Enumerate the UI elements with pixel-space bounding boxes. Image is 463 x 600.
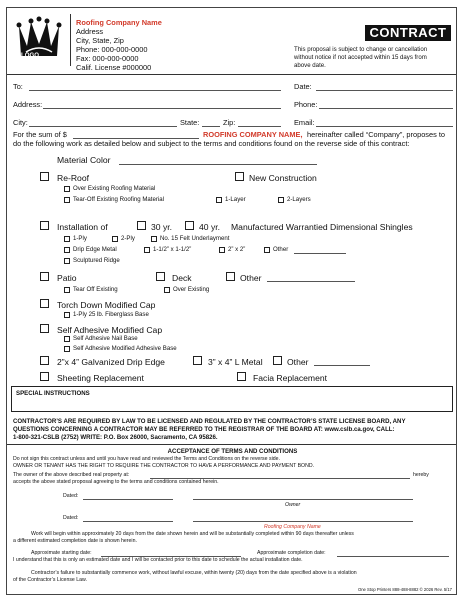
company-name: Roofing Company Name: [76, 18, 162, 27]
ply2-checkbox[interactable]: [112, 236, 118, 242]
facia-label: Facia Replacement: [253, 373, 328, 383]
facia-checkbox[interactable]: [237, 372, 246, 381]
material-color-field[interactable]: [119, 164, 317, 165]
contract-title: CONTRACT: [365, 25, 451, 41]
hereby-label: hereby: [413, 472, 429, 478]
self-mod-base-label: Self Adhesive Modified Adhesive Base: [73, 345, 177, 352]
special-instructions-label: SPECIAL INSTRUCTIONS: [16, 390, 90, 397]
ply1-checkbox[interactable]: [64, 236, 70, 242]
self-nail-checkbox[interactable]: [64, 336, 70, 342]
ply2-label: 2-Ply: [121, 235, 135, 242]
self-nail-label: Self Adhesive Nail Base: [73, 335, 138, 342]
other2-field[interactable]: [267, 281, 355, 282]
dated-field-2[interactable]: [83, 521, 173, 522]
l-metal-checkbox[interactable]: [193, 356, 202, 365]
size-b-label: 2” x 2”: [228, 246, 246, 253]
yr40-checkbox[interactable]: [185, 221, 194, 230]
sum-company: ROOFING COMPANY NAME,: [203, 130, 303, 139]
patio-label: Patio: [57, 273, 77, 283]
state-label: State:: [180, 118, 200, 127]
phone-label: Phone:: [294, 100, 318, 109]
acceptance-line-1: Do not sign this contract unless and until you have read and reviewed the Terms and Conditions on the reverse side.: [13, 456, 280, 462]
new-construction-checkbox[interactable]: [235, 172, 244, 181]
header-rule: [7, 74, 456, 75]
other-checkbox[interactable]: [264, 247, 270, 253]
contract-page: [6, 7, 457, 595]
torch-down-label: Torch Down Modified Cap: [57, 300, 156, 310]
dated-label-2: Dated:: [63, 515, 79, 521]
installation-label: Installation of: [57, 222, 108, 232]
sculptured-label: Sculptured Ridge: [73, 257, 120, 264]
phone-field[interactable]: [319, 108, 453, 109]
proposal-note-1: This proposal is subject to change or cancellation: [294, 46, 428, 53]
completion-date-field[interactable]: [337, 556, 449, 557]
start-date-label: Approximate starting date:: [31, 550, 92, 556]
company-license: Calif. License #000000: [76, 63, 152, 72]
material-color-label: Material Color: [57, 155, 111, 165]
tear-off-existing-label: Tear Off Existing: [73, 286, 118, 293]
other3-checkbox[interactable]: [273, 356, 282, 365]
installation-checkbox[interactable]: [40, 221, 49, 230]
sculptured-checkbox[interactable]: [64, 258, 70, 264]
acceptance-rule: [7, 444, 456, 445]
company-signature-field[interactable]: [193, 521, 413, 522]
over-existing-label: Over Existing Roofing Material: [73, 185, 156, 192]
company-fax: Fax: 000-000-0000: [76, 54, 139, 63]
reroof-label: Re-Roof: [57, 173, 89, 183]
city-field[interactable]: [29, 126, 177, 127]
size-a-checkbox[interactable]: [144, 247, 150, 253]
l-metal-label: 3” x 4” L Metal: [208, 357, 263, 367]
size-b-checkbox[interactable]: [219, 247, 225, 253]
deck-label: Deck: [172, 273, 192, 283]
date-label: Date:: [294, 82, 312, 91]
other3-label: Other: [287, 357, 309, 367]
sum-suffix: hereinafter called “Company”, proposes to: [307, 130, 446, 139]
to-field[interactable]: [29, 90, 281, 91]
failure-line-1: Contractor’s failure to substantially commence work, without lawful excuse, within twenty (20) days from the date specified above is a violation: [31, 570, 357, 576]
sum-prefix: For the sum of $: [13, 130, 67, 139]
patio-checkbox[interactable]: [40, 272, 49, 281]
two-layers-label: 2-Layers: [287, 196, 311, 203]
sheeting-label: Sheeting Replacement: [57, 373, 144, 383]
sheeting-checkbox[interactable]: [40, 372, 49, 381]
printer-footer: One Stop Printers 888-488-8882 © 2026 Rev. 5/17: [357, 587, 452, 592]
self-adhesive-cap-checkbox[interactable]: [40, 324, 49, 333]
other2-checkbox[interactable]: [226, 272, 235, 281]
yr30-checkbox[interactable]: [137, 221, 146, 230]
failure-line-2: of the Contractor’s License Law.: [13, 577, 87, 583]
logo-text: LOGO: [21, 52, 39, 59]
reroof-checkbox[interactable]: [40, 172, 49, 181]
zip-label: Zip:: [223, 118, 236, 127]
special-instructions-box[interactable]: [11, 386, 453, 412]
over-existing2-label: Over Existing: [173, 286, 210, 293]
state-field[interactable]: [202, 126, 220, 127]
galv-label: 2”x 4” Galvanized Drip Edge: [57, 357, 165, 367]
over-existing-checkbox[interactable]: [64, 186, 70, 192]
one-layer-checkbox[interactable]: [216, 197, 222, 203]
drip-edge-label: Drip Edge Metal: [73, 246, 117, 253]
address-field[interactable]: [43, 108, 281, 109]
proposal-note-2: without notice if not accepted within 15 days from: [294, 54, 427, 61]
one-layer-label: 1-Layer: [225, 196, 246, 203]
owner-label: Owner: [285, 502, 301, 508]
email-label: Email:: [294, 118, 315, 127]
manufactured-label: Manufactured Warrantied Dimensional Shingles: [231, 222, 413, 232]
dated-field-1[interactable]: [83, 499, 173, 500]
company-city: City, State, Zip: [76, 36, 124, 45]
galv-checkbox[interactable]: [40, 356, 49, 365]
accepts-text: accepts the above stated proposal agreeing to the terms and conditions contained herein.: [13, 479, 219, 485]
over-existing2-checkbox[interactable]: [164, 287, 170, 293]
other3-field[interactable]: [314, 365, 370, 366]
company-address: Address: [76, 27, 104, 36]
completion-date-label: Approximate completion date:: [257, 550, 326, 556]
license-notice-line-2: QUESTIONS CONCERNING A CONTRACTOR MAY BE REFERRED TO THE REGISTRAR OF THE BOARD AT: www.cslb.ca.gov, CALL:: [13, 426, 395, 433]
fiberglass-label: 1-Ply 25 lb. Fiberglass Base: [73, 311, 149, 318]
owner-property-label: The owner of the above described real property at:: [13, 472, 130, 478]
torch-down-checkbox[interactable]: [40, 299, 49, 308]
self-adhesive-cap-label: Self Adhesive Modified Cap: [57, 325, 163, 335]
yr40-label: 40 yr.: [199, 222, 221, 232]
work-line-2: a different estimated completion date is shown herein.: [13, 538, 137, 544]
yr30-label: 30 yr.: [151, 222, 173, 232]
understand-text: I understand that this is only an estimated date and I will be contacted prior to this date to schedule the actual installation date.: [13, 557, 303, 563]
email-field[interactable]: [316, 126, 453, 127]
zip-field[interactable]: [238, 126, 281, 127]
tear-off-existing-checkbox[interactable]: [64, 287, 70, 293]
owner-signature-field[interactable]: [193, 499, 413, 500]
other-field[interactable]: [294, 253, 346, 254]
other2-label: Other: [240, 273, 262, 283]
sum-line-2: do the following work as detailed below and subject to the terms and conditions found on the reverse side of this contract:: [13, 139, 410, 148]
city-label: City:: [13, 118, 28, 127]
dated-label-1: Dated:: [63, 493, 79, 499]
two-layers-checkbox[interactable]: [278, 197, 284, 203]
tear-off-checkbox[interactable]: [64, 197, 70, 203]
company-phone: Phone: 000-000-0000: [76, 45, 148, 54]
size-a-label: 1-1/2” x 1-1/2”: [153, 246, 192, 253]
date-field[interactable]: [316, 90, 453, 91]
new-construction-label: New Construction: [249, 173, 317, 183]
acceptance-title: ACCEPTANCE OF TERMS AND CONDITIONS: [167, 448, 298, 455]
address-label: Address:: [13, 100, 43, 109]
license-notice-line-3: 1-800-321-CSLB (2752) WRITE: P.O. Box 26000, Sacramento, CA 95826.: [13, 434, 218, 441]
other-label: Other: [273, 246, 289, 253]
fiberglass-checkbox[interactable]: [64, 312, 70, 318]
proposal-note-3: above date.: [294, 62, 326, 69]
to-label: To:: [13, 82, 23, 91]
self-mod-base-checkbox[interactable]: [64, 346, 70, 352]
felt-checkbox[interactable]: [151, 236, 157, 242]
license-notice-line-1: CONTRACTOR’S ARE REQUIRED BY LAW TO BE LICENSED AND REGULATED BY THE CONTRACTOR’S STATE LICENSE BOARD, ANY: [13, 418, 406, 425]
acceptance-line-2: OWNER OR TENANT HAS THE RIGHT TO REQUIRE THE CONTRACTOR TO HAVE A PERFORMANCE AND PAYMENT BOND.: [13, 463, 315, 469]
deck-checkbox[interactable]: [156, 272, 165, 281]
ply1-label: 1-Ply: [73, 235, 87, 242]
drip-edge-checkbox[interactable]: [64, 247, 70, 253]
tear-off-label: Tear-Off Existing Roofing Material: [73, 196, 164, 203]
header-divider: [70, 14, 71, 66]
felt-label: No. 15 Felt Underlayment: [160, 235, 230, 242]
work-line-1: Work will begin within approximately 20 days from the date shown herein and will be substantially completed within 90 days thereafter unless: [31, 531, 354, 537]
company-signature-label: Roofing Company Name: [264, 524, 321, 530]
